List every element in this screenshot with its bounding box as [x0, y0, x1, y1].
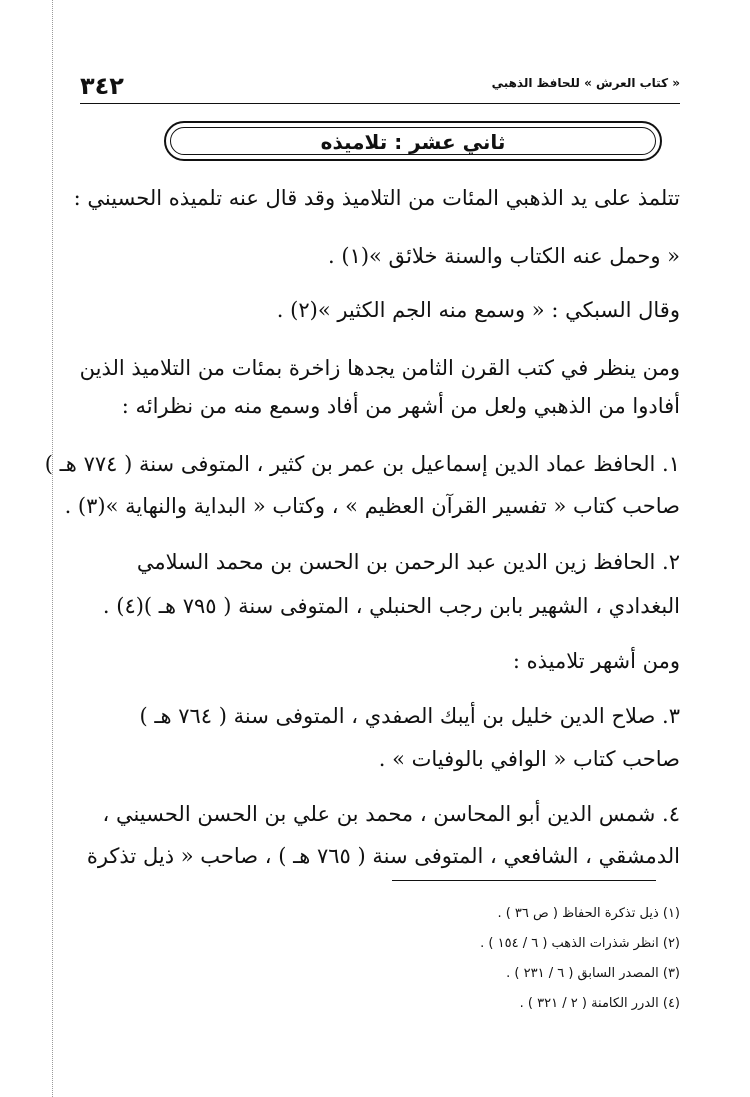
- body-line: « وحمل عنه الكتاب والسنة خلائق »(١) .: [328, 244, 680, 268]
- page-number: ٣٤٢: [80, 72, 124, 100]
- body-line: صاحب كتاب « الوافي بالوفيات » .: [378, 747, 680, 771]
- body-line: الدمشقي ، الشافعي ، المتوفى سنة ( ٧٦٥ هـ ) ، صاحب « ذيل تذكرة: [86, 844, 680, 868]
- body-line: أفادوا من الذهبي ولعل من أشهر من أفاد وسمع منه من نظرائه :: [121, 394, 680, 418]
- binding-gutter-line: [52, 0, 53, 1097]
- footnote-rule: [392, 880, 656, 881]
- body-line: ٢. الحافظ زين الدين عبد الرحمن بن الحسن بن محمد السلامي: [136, 550, 680, 574]
- body-line: صاحب كتاب « تفسير القرآن العظيم » ، وكتاب « البداية والنهاية »(٣) .: [64, 494, 680, 518]
- body-line: ١. الحافظ عماد الدين إسماعيل بن عمر بن كثير ، المتوفى سنة ( ٧٧٤ هـ ): [44, 452, 680, 476]
- body-line: ومن ينظر في كتب القرن الثامن يجدها زاخرة بمئات من التلاميذ الذين: [79, 356, 680, 380]
- footnote: (٤) الدرر الكامنة ( ٢ / ٣٢١ ) .: [519, 996, 680, 1011]
- body-line: وقال السبكي : « وسمع منه الجم الكثير »(٢) .: [276, 298, 680, 322]
- section-title-frame: [164, 121, 662, 161]
- footnote: (١) ذيل تذكرة الحفاظ ( ص ٣٦ ) .: [497, 906, 680, 921]
- running-title: « كتاب العرش » للحافظ الذهبي: [491, 76, 680, 90]
- footnote: (٢) انظر شذرات الذهب ( ٦ / ١٥٤ ) .: [480, 936, 680, 951]
- body-line: البغدادي ، الشهير بابن رجب الحنبلي ، المتوفى سنة ( ٧٩٥ هـ )(٤) .: [102, 594, 680, 618]
- body-line: ٤. شمس الدين أبو المحاسن ، محمد بن علي بن الحسن الحسيني ،: [102, 802, 680, 826]
- page-header: [80, 72, 680, 100]
- header-rule: [80, 103, 680, 104]
- section-title: ثاني عشر : تلاميذه: [320, 130, 506, 154]
- body-line: ٣. صلاح الدين خليل بن أيبك الصفدي ، المتوفى سنة ( ٧٦٤ هـ ): [139, 704, 680, 728]
- body-line: ومن أشهر تلاميذه :: [512, 649, 680, 673]
- footnote: (٣) المصدر السابق ( ٦ / ٢٣١ ) .: [506, 966, 680, 981]
- body-line: تتلمذ على يد الذهبي المئات من التلاميذ وقد قال عنه تلميذه الحسيني :: [73, 186, 680, 210]
